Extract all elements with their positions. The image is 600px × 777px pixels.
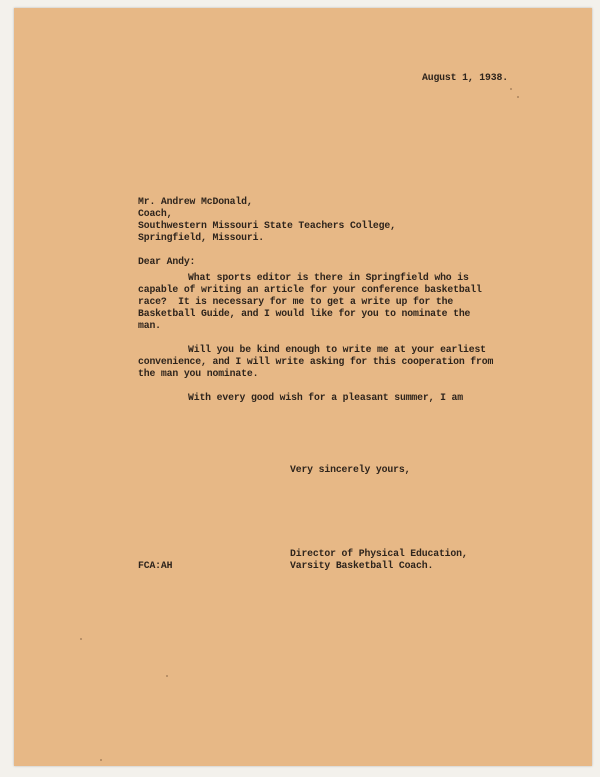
typist-initials: FCA:AH <box>138 560 173 571</box>
letter-page <box>14 8 592 766</box>
paragraph-1-line: capable of writing an article for your conference basketball <box>138 284 482 295</box>
signature-line: Director of Physical Education, <box>290 548 468 559</box>
signature-line: Varsity Basketball Coach. <box>290 560 434 571</box>
paragraph-1-line: man. <box>138 320 161 331</box>
paragraph-2-line: the man you nominate. <box>138 368 259 379</box>
recipient-title: Coach, <box>138 208 173 219</box>
paragraph-1-line: Basketball Guide, and I would like for you to nominate the <box>138 308 471 319</box>
paper-speck <box>510 88 512 90</box>
recipient-institution: Southwestern Missouri State Teachers College, <box>138 220 396 231</box>
paragraph-2-line: Will you be kind enough to write me at your earliest <box>188 344 486 355</box>
paragraph-3: With every good wish for a pleasant summer, I am <box>188 392 463 403</box>
paragraph-1-line: race? It is necessary for me to get a write up for the <box>138 296 454 307</box>
salutation: Dear Andy: <box>138 256 196 267</box>
letter-date: August 1, 1938. <box>422 72 508 83</box>
recipient-name: Mr. Andrew McDonald, <box>138 196 253 207</box>
paragraph-2-line: convenience, and I will write asking for this cooperation from <box>138 356 494 367</box>
paper-speck <box>80 638 82 640</box>
paper-speck <box>100 759 102 761</box>
paper-speck <box>517 96 519 98</box>
paper-speck <box>166 675 168 677</box>
recipient-city: Springfield, Missouri. <box>138 232 265 243</box>
closing: Very sincerely yours, <box>290 464 411 475</box>
paragraph-1-line: What sports editor is there in Springfield who is <box>188 272 469 283</box>
